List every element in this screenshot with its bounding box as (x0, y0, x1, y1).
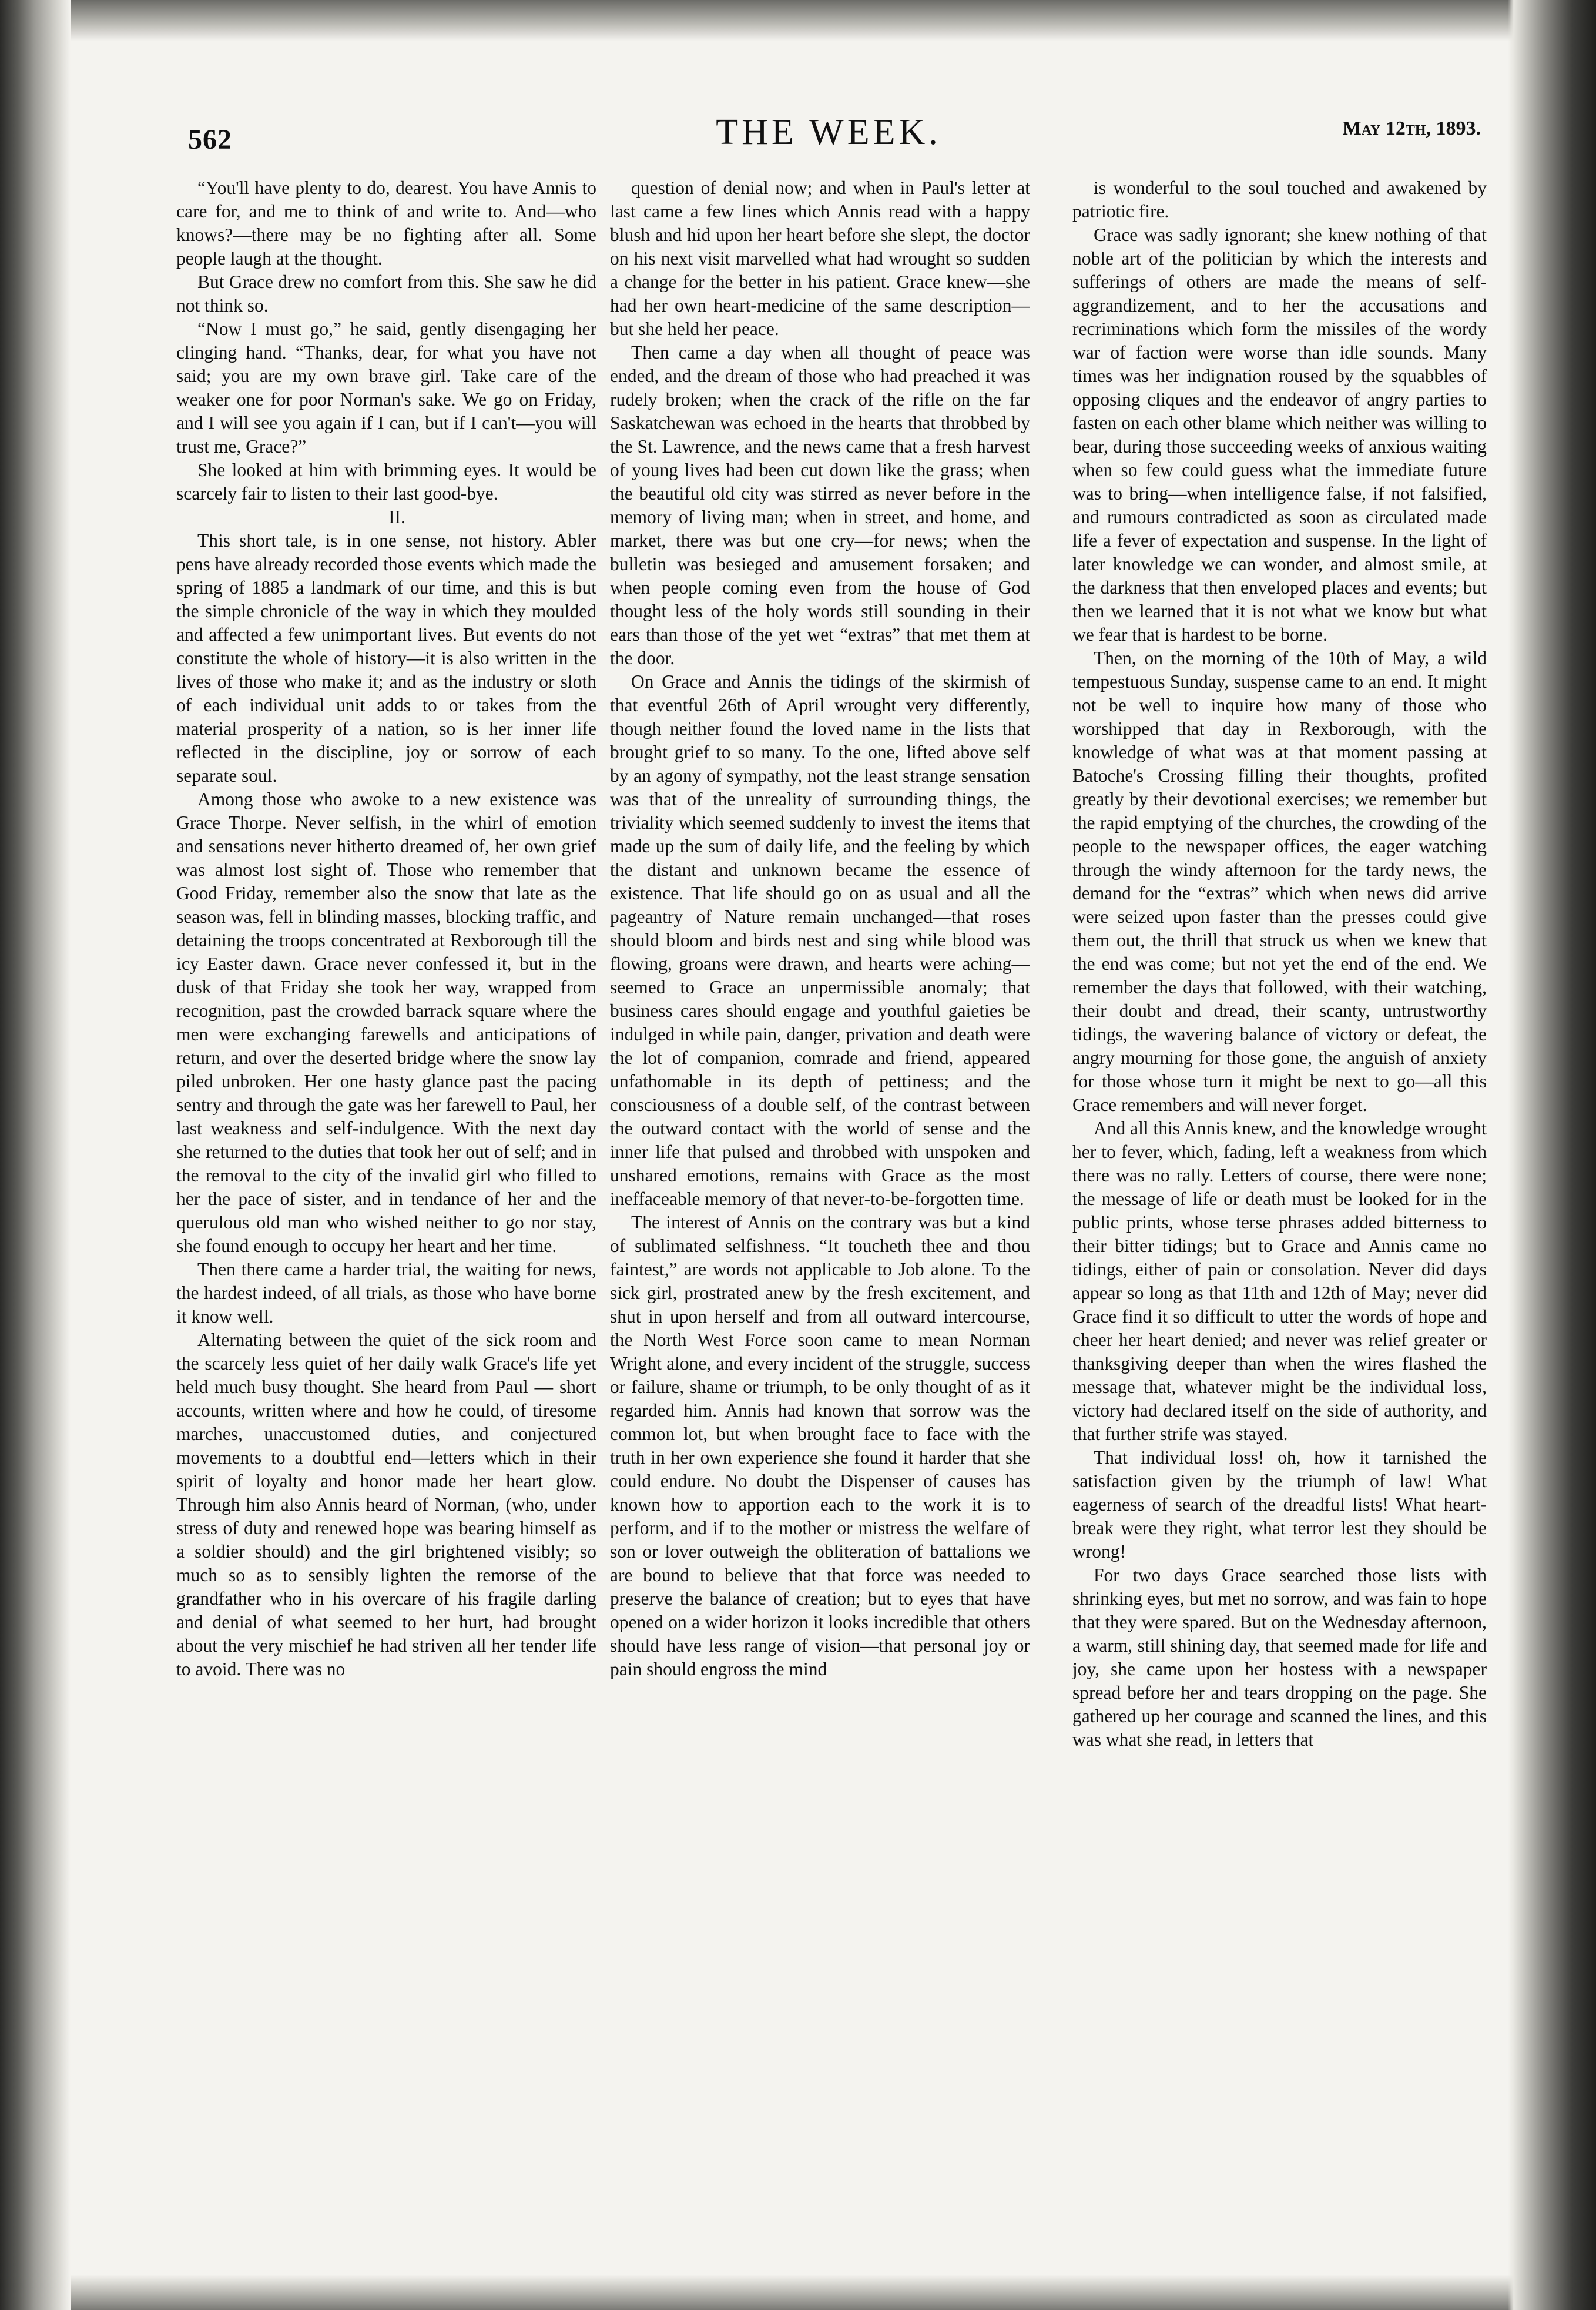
article-paragraph: Grace was sadly ignorant; she knew nothing of that noble art of the politician by which the interests and sufferings of others are made the means of self-aggrandizement, and to her the accusations and recriminations which form the missiles of the wordy war of faction were worse than idle sounds. Many times was her indignation roused by the squabbles of opposing cliques and the endeavor of angry parties to fasten on each other blame which neither was willing to bear, during those succeeding weeks of anxious waiting when so few could guess what the immediate future was to bring—when intelligence false, if not falsified, and rumours contradicted as soon as circulated made life a fever of expectation and suspense. In the light of later knowledge we can wonder, and almost smile, at the darkness that then enveloped places and events; but then we learned that it is not what we know but what we fear that is hardest to be borne. (1072, 225, 1487, 645)
binding-shadow-left (0, 0, 71, 2310)
text-column-2 (610, 176, 1030, 2269)
article-paragraph: Then there came a harder trial, the waiting for news, the hardest indeed, of all trials, as those who have borne it know well. (176, 1259, 596, 1327)
section-numeral: II. (388, 507, 405, 527)
text-column-1 (176, 176, 596, 2269)
article-paragraph: That individual loss! oh, how it tarnished the satisfaction given by the triumph of law! What eagerness of search of the dreadful lists! What heart-break were they right, what terror lest they should be wrong! (1072, 1447, 1487, 1562)
article-paragraph: Alternating between the quiet of the sick room and the scarcely less quiet of her daily walk Grace's life yet held much busy thought. She heard from Paul — short accounts, written where and how he could, of tiresome marches, unaccustomed duties, and conjectured movements to a doubtful end—letters which in their spirit of loyalty and honor made her heart glow. Through him also Annis heard of Norman, (who, under stress of duty and renewed hope was bearing himself as a soldier should) and the girl brightened visibly; so much so as to sensibly lighten the remorse of the grandfather who in his overcare of his fragile darling and denial of what seemed to her hurt, had brought about the very mischief he had striven all her tender life to avoid. There was no (176, 1330, 596, 1679)
article-paragraph: And all this Annis knew, and the knowledge wrought her to fever, which, fading, left a weakness from which there was no rally. Letters of course, there were none; the message of life or death must be looked for in the public prints, whose terse phrases added bitterness to their bitter tidings; but to Grace and Annis came no tidings, either of pain or consolation. Never did days appear so long as that 11th and 12th of May; never did Grace find it so difficult to utter the words of hope and cheer her heart denied; and never was relief greater or thanksgiving deeper than when the wires flashed the message that, whatever might be the individual loss, victory had declared itself on the side of authority, and that further strife was stayed. (1072, 1118, 1487, 1444)
article-paragraph: question of denial now; and when in Paul's letter at last came a few lines which Annis read with a happy blush and hid upon her heart before she slept, the doctor on his next visit marvelled what had wrought so sudden a change for the better in his patient. Grace knew—she had her own heart-medicine of the same description—but she held her peace. (610, 178, 1030, 339)
binding-shadow-right (1508, 0, 1596, 2310)
article-paragraph: is wonderful to the soul touched and awakened by patriotic fire. (1072, 178, 1487, 222)
masthead-title: THE WEEK. (716, 112, 941, 152)
article-paragraph: The interest of Annis on the contrary was but a kind of sublimated selfishness. “It toucheth thee and thou faintest,” are words not applicable to Job alone. To the sick girl, prostrated anew by the fresh excitement, and shut in upon herself and from all outward intercourse, the North West Force soon came to mean Norman Wright alone, and every incident of the struggle, success or failure, shame or triumph, to be only thought of as it regarded him. Annis had known that sorrow was the common lot, but when brought face to face with the truth in her own experience she found it harder that she could endure. No doubt the Dispenser of causes has known how to apportion each to the work it is to perform, and if to the mother or mistress the welfare of son or lover outweigh the obliteration of battalions we are bound to believe that that force was needed to preserve the balance of creation; but to eyes that have opened on a wider horizon it looks incredible that others should have less range of vision—that personal joy or pain should engross the mind (610, 1212, 1030, 1679)
page-edge-bottom (0, 2275, 1596, 2310)
page-header (165, 112, 1493, 165)
article-paragraph: But Grace drew no comfort from this. She saw he did not think so. (176, 272, 596, 316)
page-edge-top (0, 0, 1596, 41)
article-paragraph: She looked at him with brimming eyes. It would be scarcely fair to listen to their last good-bye. (176, 460, 596, 504)
article-paragraph: This short tale, is in one sense, not history. Abler pens have already recorded those events which made the spring of 1885 a landmark of our time, and this is but the simple chronicle of the way in which they moulded and affected a few unimportant lives. But events do not constitute the whole of history—it is also written in the lives of those who make it; and as the industry or sloth of each individual unit adds to or takes from the material prosperity of a nation, so is her inner life reflected in the discipline, joy or sorrow of each separate soul. (176, 530, 596, 786)
article-paragraph: On Grace and Annis the tidings of the skirmish of that eventful 26th of April wrought very differently, though neither found the loved name in the lists that brought grief to so many. To the one, lifted above self by an agony of sympathy, not the least strange sensation was that of the unreality of surrounding things, the triviality which seemed suddenly to invest the items that made up the sum of daily life, and the feeling by which the distant and unknown became the essence of existence. That life should go on as usual and all the pageantry of Nature remain unchanged—that roses should bloom and birds nest and sing while blood was flowing, groans were drawn, and hearts were aching—seemed to Grace an unpermissible anomaly; that business cares should engage and youthful gaieties be indulged in while pain, danger, privation and death were the lot of companion, comrade and friend, appeared unfathomable in its depth of pettiness; and the consciousness of a double self, of the contrast between the outward contact with the world of sense and the inner life that pulsed and throbbed with unspoken and unshared emotions, remains with Grace as the most ineffaceable memory of that never-to-be-forgotten time. (610, 671, 1030, 1209)
article-paragraph: Among those who awoke to a new existence was Grace Thorpe. Never selfish, in the whirl of emotion and sensations never hitherto dreamed of, her own grief was almost lost sight of. Those who remember that Good Friday, remember also the snow that late as the season was, fell in blinding masses, blocking traffic, and detaining the troops concentrated at Rexborough till the icy Easter dawn. Grace never confessed it, but in the dusk of that Friday she took her way, wrapped from recognition, past the crowded barrack square where the men were exchanging farewells and anticipations of return, and over the deserted bridge where the snow lay piled unbroken. Her one hasty glance past the pacing sentry and through the gate was her farewell to Paul, her last weakness and self-indulgence. With the next day she returned to the duties that took her out of self; and in the removal to the city of the invalid girl who filled to her the pace of sister, and in tendance of her and the querulous old man who wished neither to go nor stay, she found enough to occupy her heart and her time. (176, 789, 596, 1256)
article-paragraph: “You'll have plenty to do, dearest. You have Annis to care for, and me to think of and write to. And—who knows?—there may be no fighting after all. Some people laugh at the thought. (176, 178, 596, 269)
article-paragraph: “Now I must go,” he said, gently disengaging her clinging hand. “Thanks, dear, for what you have not said; you are my own brave girl. Take care of the weaker one for poor Norman's sake. We go on Friday, and I will see you again if I can, but if I can't—you will trust me, Grace?” (176, 319, 596, 457)
issue-date: May 12th, 1893. (1342, 118, 1481, 139)
article-paragraph: For two days Grace searched those lists with shrinking eyes, but met no sorrow, and was fain to hope that they were spared. But on the Wednesday afternoon, a warm, still shining day, that seemed made for life and joy, she came upon her hostess with a newspaper spread before her and tears dropping on the page. She gathered up her courage and scanned the lines, and this was what she read, in letters that (1072, 1565, 1487, 1750)
page-number: 562 (188, 124, 232, 155)
article-paragraph: Then came a day when all thought of peace was ended, and the dream of those who had preached it was rudely broken; when the crack of the rifle on the far Saskatchewan was echoed in the hearts that throbbed by the St. Lawrence, and the news came that a fresh harvest of young lives had been cut down like the grass; when the beautiful old city was stirred as never before in the memory of living man; when in street, and home, and market, there was but one cry—for news; when the bulletin was besieged and amusement forsaken; and when people coming even from the house of God thought less of the holy words still sounding in their ears than those of the yet wet “extras” that met them at the door. (610, 342, 1030, 668)
article-paragraph: Then, on the morning of the 10th of May, a wild tempestuous Sunday, suspense came to an end. It might not be well to inquire how many of those who worshipped that day in Rexborough, with the knowledge of what was at that moment passing at Batoche's Crossing filling their thoughts, profited greatly by their devotional exercises; we remember but the rapid emptying of the churches, the crowding of the people to the newspaper offices, the eager watching through the windy afternoon for the tardy news, the demand for the “extras” which when news did arrive were seized upon faster than the presses could give them out, the thrill that struck us when we knew that the end was come; but not yet the end of the end. We remember the days that followed, with their watching, their doubt and dread, their scanty, untrustworthy tidings, the wavering balance of victory or defeat, the angry mourning for those gone, the anguish of anxiety for those whose turn it might be next to go—all this Grace remembers and will never forget. (1072, 648, 1487, 1115)
text-column-3 (1072, 176, 1487, 2269)
